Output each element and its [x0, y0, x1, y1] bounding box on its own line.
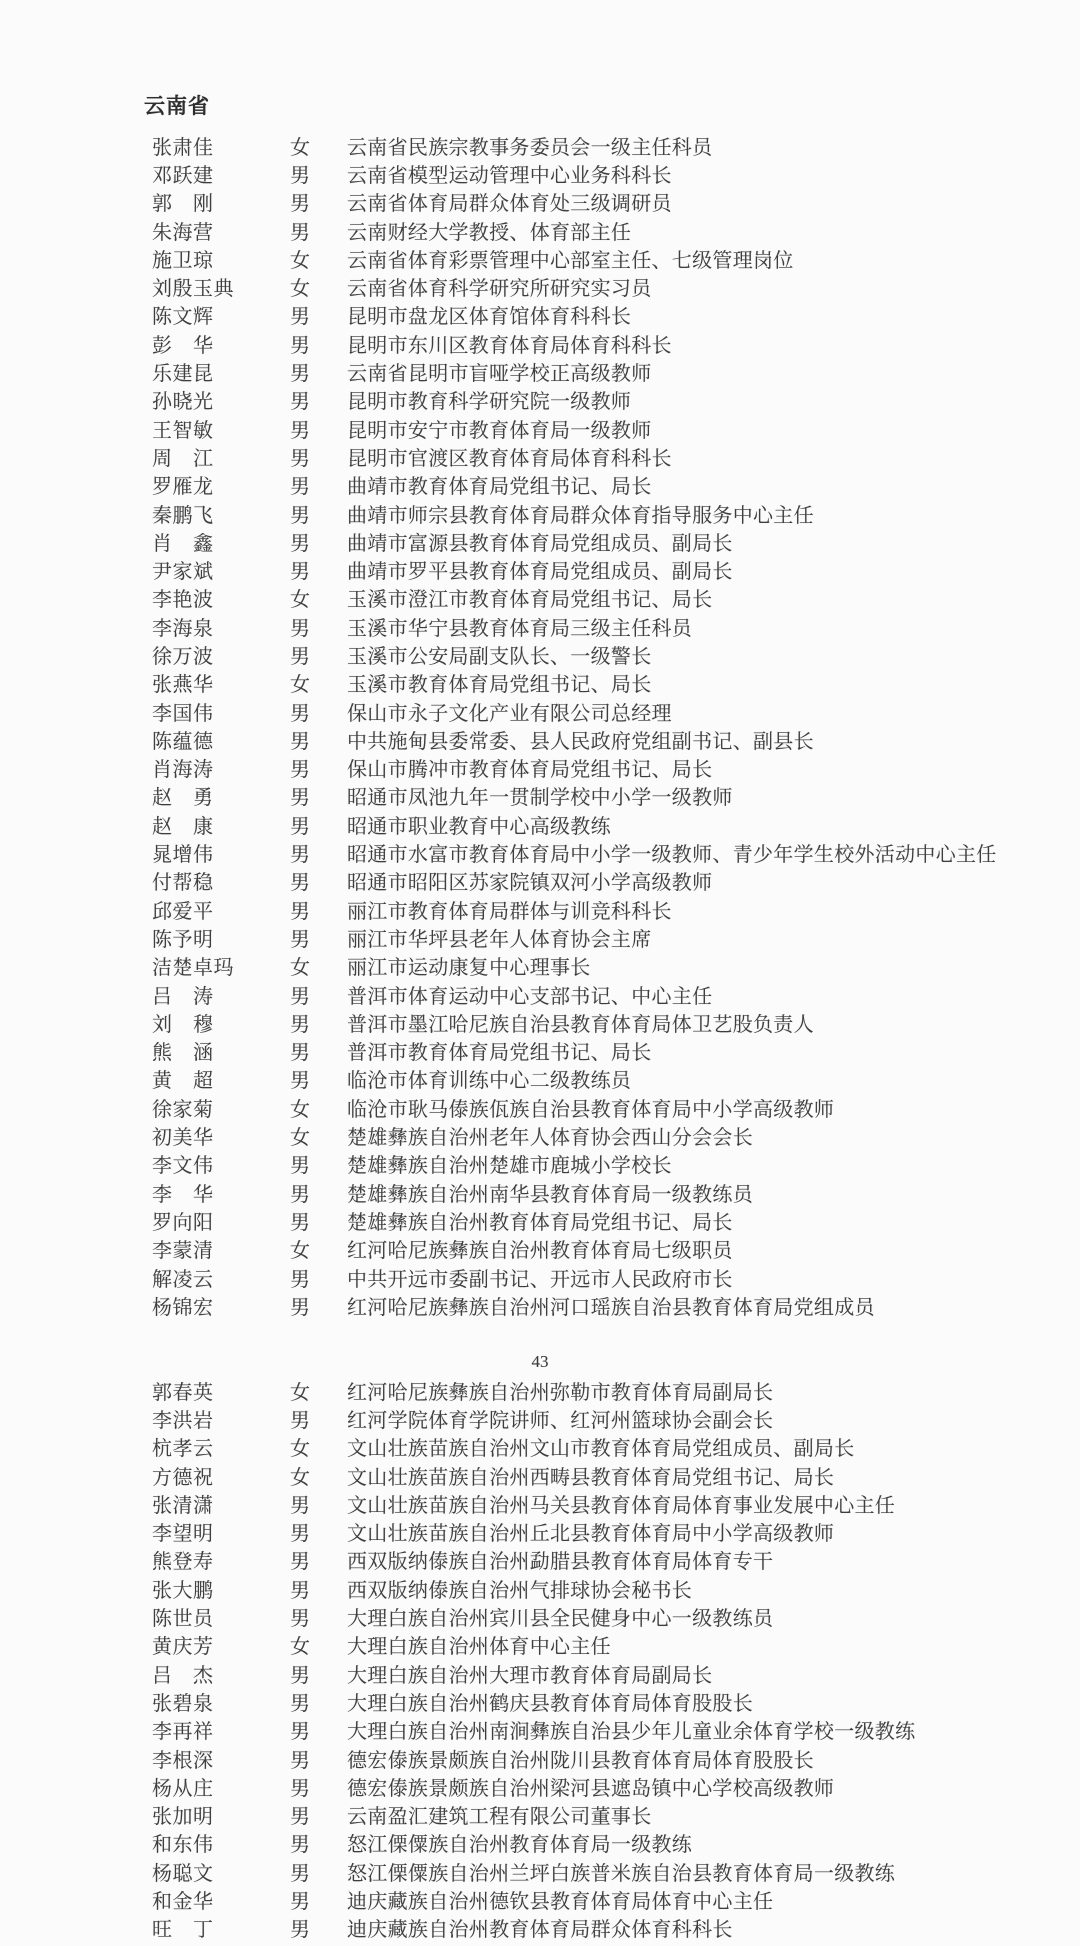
person-name: 秦鹏飞 [152, 504, 214, 527]
person-name: 徐家菊 [152, 1098, 214, 1121]
person-position: 红河学院体育学院讲师、红河州篮球协会副会长 [347, 1409, 774, 1432]
person-gender: 男 [290, 1268, 310, 1291]
person-name: 郭 刚 [152, 193, 214, 216]
person-gender: 女 [290, 1466, 310, 1489]
person-gender: 女 [290, 589, 310, 612]
person-position: 玉溪市教育体育局党组书记、局长 [347, 674, 652, 697]
person-name: 吕 杰 [152, 1664, 214, 1687]
table-row [152, 1291, 1060, 1319]
person-name: 郭春英 [152, 1381, 214, 1404]
person-name: 朱海营 [152, 221, 214, 244]
table-row [152, 1178, 1060, 1206]
person-gender: 男 [290, 787, 310, 810]
person-name: 李望明 [152, 1523, 214, 1546]
person-position: 文山壮族苗族自治州丘北县教育体育局中小学高级教师 [347, 1523, 835, 1546]
person-name: 和东伟 [152, 1834, 214, 1857]
table-row [152, 244, 1060, 272]
person-name: 张大鹏 [152, 1579, 214, 1602]
person-gender: 男 [290, 419, 310, 442]
person-name: 徐万波 [152, 646, 214, 668]
person-position: 迪庆藏族自治州教育体育局群众体育科科长 [347, 1919, 733, 1942]
person-position: 丽江市运动康复中心理事长 [347, 957, 591, 980]
person-gender: 女 [290, 136, 310, 159]
person-name: 张加明 [152, 1806, 214, 1829]
person-position: 云南省模型运动管理中心业务科科长 [347, 164, 672, 187]
person-name: 刘 穆 [152, 1013, 214, 1036]
person-position: 楚雄彝族自治州教育体育局党组书记、局长 [347, 1211, 733, 1234]
person-gender: 男 [290, 617, 310, 640]
person-gender: 男 [290, 1409, 310, 1432]
person-gender: 男 [290, 759, 310, 782]
person-position: 昆明市东川区教育体育局体育科科长 [347, 334, 672, 357]
person-name: 刘殷玉典 [152, 278, 234, 301]
person-gender: 男 [290, 1919, 310, 1942]
person-position: 玉溪市澄江市教育体育局党组书记、局长 [347, 589, 713, 612]
person-position: 丽江市教育体育局群体与训竞科科长 [347, 900, 672, 923]
person-gender: 女 [290, 1240, 310, 1263]
person-position: 红河哈尼族彝族自治州弥勒市教育体育局副局长 [347, 1381, 774, 1404]
person-gender: 女 [290, 278, 310, 301]
person-name: 黄庆芳 [152, 1636, 214, 1659]
person-name: 王智敏 [152, 419, 214, 442]
person-position: 普洱市教育体育局党组书记、局长 [347, 1042, 652, 1065]
person-name: 陈世员 [152, 1608, 214, 1631]
person-position: 昭通市水富市教育体育局中小学一级教师、青少年学生校外活动中心主任 [347, 844, 997, 867]
person-name: 邓跃建 [152, 164, 214, 187]
person-position: 楚雄彝族自治州楚雄市鹿城小学校长 [347, 1155, 672, 1178]
person-gender: 男 [290, 476, 310, 499]
table-row [152, 584, 1060, 612]
person-position: 中共开远市委副书记、开远市人民政府市长 [347, 1268, 733, 1291]
section-title: 云南省 [144, 94, 210, 118]
table-row [152, 1065, 1060, 1093]
person-gender: 女 [290, 674, 310, 697]
table-row [152, 640, 1060, 668]
table-row [152, 1800, 1060, 1828]
person-position: 迪庆藏族自治州德钦县教育体育局体育中心主任 [347, 1891, 774, 1913]
person-gender: 男 [290, 1834, 310, 1857]
person-gender: 男 [290, 815, 310, 838]
person-position: 临沧市体育训练中心二级教练员 [347, 1070, 632, 1093]
person-gender: 男 [290, 221, 310, 244]
table-row [152, 1235, 1060, 1263]
table-row [152, 725, 1060, 753]
person-gender: 男 [290, 334, 310, 357]
person-position: 保山市永子文化产业有限公司总经理 [347, 702, 672, 725]
roster-list-page-1 [152, 131, 1060, 1319]
table-row [152, 1829, 1060, 1857]
person-position: 云南财经大学教授、体育部主任 [347, 221, 632, 244]
table-row [152, 527, 1060, 555]
person-position: 西双版纳傣族自治州勐腊县教育体育局体育专干 [347, 1551, 774, 1574]
person-position: 云南盈汇建筑工程有限公司董事长 [347, 1806, 652, 1829]
table-row [152, 1008, 1060, 1036]
table-row [152, 1687, 1060, 1715]
person-position: 西双版纳傣族自治州气排球协会秘书长 [347, 1579, 693, 1602]
table-row [152, 697, 1060, 725]
person-name: 杨聪文 [152, 1862, 214, 1885]
person-gender: 男 [290, 504, 310, 527]
table-row [152, 131, 1060, 159]
person-gender: 男 [290, 193, 310, 216]
person-name: 孙晓光 [152, 391, 214, 414]
person-name: 旺 丁 [152, 1919, 214, 1942]
person-gender: 男 [290, 1777, 310, 1800]
person-gender: 男 [290, 1579, 310, 1602]
table-row [152, 357, 1060, 385]
person-gender: 男 [290, 1013, 310, 1036]
person-name: 杨锦宏 [152, 1296, 214, 1319]
person-name: 李 华 [152, 1183, 214, 1206]
person-gender: 男 [290, 363, 310, 386]
person-position: 大理白族自治州鹤庆县教育体育局体育股股长 [347, 1692, 753, 1715]
person-position: 楚雄彝族自治州南华县教育体育局一级教练员 [347, 1183, 753, 1206]
person-name: 李洪岩 [152, 1409, 214, 1432]
person-position: 红河哈尼族彝族自治州河口瑶族自治县教育体育局党组成员 [347, 1296, 875, 1319]
person-name: 陈蕴德 [152, 730, 214, 753]
table-row [152, 1914, 1060, 1942]
table-row [152, 1857, 1060, 1885]
person-name: 张燕华 [152, 674, 214, 697]
person-position: 丽江市华坪县老年人体育协会主席 [347, 928, 652, 951]
person-gender: 男 [290, 306, 310, 329]
person-name: 初美华 [152, 1127, 214, 1150]
person-name: 李再祥 [152, 1721, 214, 1744]
person-gender: 男 [290, 900, 310, 923]
table-row [152, 1037, 1060, 1065]
person-gender: 男 [290, 1862, 310, 1885]
person-name: 吕 涛 [152, 985, 214, 1008]
person-position: 临沧市耿马傣族佤族自治县教育体育局中小学高级教师 [347, 1098, 835, 1121]
person-gender: 男 [290, 1749, 310, 1772]
person-position: 昆明市安宁市教育体育局一级教师 [347, 419, 652, 442]
person-name: 周 江 [152, 447, 214, 470]
person-gender: 男 [290, 1551, 310, 1574]
person-name: 赵 康 [152, 815, 214, 838]
person-gender: 男 [290, 872, 310, 895]
table-row [152, 1150, 1060, 1178]
table-row [152, 1574, 1060, 1602]
person-name: 邱爱平 [152, 900, 214, 923]
table-row [152, 1517, 1060, 1545]
table-row [152, 782, 1060, 810]
person-gender: 女 [290, 1098, 310, 1121]
person-name: 杭孝云 [152, 1438, 214, 1461]
person-gender: 男 [290, 844, 310, 867]
table-row [152, 1716, 1060, 1744]
table-row [152, 1206, 1060, 1234]
table-row [152, 838, 1060, 866]
table-row [152, 1093, 1060, 1121]
person-gender: 男 [290, 730, 310, 753]
table-row [152, 1121, 1060, 1149]
person-position: 昭通市凤池九年一贯制学校中小学一级教师 [347, 787, 733, 810]
person-name: 黄 超 [152, 1070, 214, 1093]
table-row [152, 216, 1060, 244]
table-row [152, 980, 1060, 1008]
table-row [152, 1885, 1060, 1913]
page-number: 43 [531, 1352, 549, 1371]
person-position: 大理白族自治州南涧彝族自治县少年儿童业余体育学校一级教练 [347, 1721, 916, 1744]
person-position: 怒江傈僳族自治州教育体育局一级教练 [347, 1834, 693, 1857]
table-row [152, 1602, 1060, 1630]
person-position: 德宏傣族景颇族自治州陇川县教育体育局体育股股长 [347, 1749, 814, 1772]
table-row [152, 1376, 1060, 1404]
person-position: 昆明市盘龙区体育馆体育科科长 [347, 306, 632, 329]
person-position: 保山市腾冲市教育体育局党组书记、局长 [347, 759, 713, 782]
person-gender: 男 [290, 1494, 310, 1517]
person-name: 付帮稳 [152, 872, 214, 895]
person-gender: 男 [290, 702, 310, 725]
person-position: 昭通市职业教育中心高级教练 [347, 815, 611, 838]
person-gender: 女 [290, 1127, 310, 1150]
person-position: 云南省体育科学研究所研究实习员 [347, 278, 652, 301]
table-row [152, 386, 1060, 414]
person-name: 杨从庄 [152, 1777, 214, 1800]
person-name: 施卫琼 [152, 249, 214, 272]
table-row [152, 159, 1060, 187]
person-name: 尹家斌 [152, 561, 214, 584]
person-gender: 男 [290, 928, 310, 951]
person-gender: 男 [290, 1692, 310, 1715]
person-name: 解凌云 [152, 1268, 214, 1291]
table-row [152, 923, 1060, 951]
person-position: 云南省体育彩票管理中心部室主任、七级管理岗位 [347, 249, 794, 272]
table-row [152, 754, 1060, 782]
person-position: 玉溪市华宁县教育体育局三级主任科员 [347, 617, 693, 640]
person-name: 李艳波 [152, 589, 214, 612]
person-position: 中共施甸县委常委、县人民政府党组副书记、副县长 [347, 730, 814, 753]
person-name: 晁增伟 [152, 844, 214, 867]
table-row [152, 895, 1060, 923]
person-gender: 男 [290, 985, 310, 1008]
person-position: 曲靖市富源县教育体育局党组成员、副局长 [347, 532, 733, 555]
table-row [152, 1404, 1060, 1432]
person-position: 昆明市官渡区教育体育局体育科科长 [347, 447, 672, 470]
table-row [152, 810, 1060, 838]
person-name: 方德祝 [152, 1466, 214, 1489]
table-row [152, 272, 1060, 300]
person-gender: 男 [290, 1042, 310, 1065]
person-position: 普洱市体育运动中心支部书记、中心主任 [347, 985, 713, 1008]
person-position: 楚雄彝族自治州老年人体育协会西山分会会长 [347, 1127, 753, 1150]
table-row [152, 867, 1060, 895]
person-name: 张碧泉 [152, 1692, 214, 1715]
person-name: 罗向阳 [152, 1211, 214, 1234]
table-row [152, 1489, 1060, 1517]
person-position: 昆明市教育科学研究院一级教师 [347, 391, 632, 414]
table-row [152, 471, 1060, 499]
table-row [152, 301, 1060, 329]
table-row [152, 1772, 1060, 1800]
person-name: 陈予明 [152, 928, 214, 951]
person-position: 曲靖市罗平县教育体育局党组成员、副局长 [347, 561, 733, 584]
person-gender: 男 [290, 1721, 310, 1744]
table-row [152, 1659, 1060, 1687]
person-gender: 男 [290, 1211, 310, 1234]
person-name: 李根深 [152, 1749, 214, 1772]
person-position: 德宏傣族景颇族自治州梁河县遮岛镇中心学校高级教师 [347, 1777, 835, 1800]
person-name: 赵 勇 [152, 787, 214, 810]
person-name: 张肃佳 [152, 136, 214, 159]
person-name: 乐建昆 [152, 363, 214, 386]
person-name: 李海泉 [152, 617, 214, 640]
table-row [152, 952, 1060, 980]
person-position: 文山壮族苗族自治州文山市教育体育局党组成员、副局长 [347, 1438, 855, 1461]
person-position: 云南省昆明市盲哑学校正高级教师 [347, 363, 652, 386]
person-name: 陈文辉 [152, 306, 214, 329]
table-row [152, 414, 1060, 442]
person-name: 肖 鑫 [152, 532, 214, 555]
table-row [152, 1744, 1060, 1772]
person-name: 张清潇 [152, 1494, 214, 1517]
table-row [152, 555, 1060, 583]
person-gender: 女 [290, 1438, 310, 1461]
person-name: 李蒙清 [152, 1240, 214, 1263]
person-gender: 男 [290, 561, 310, 584]
table-row [152, 669, 1060, 697]
person-gender: 男 [290, 1296, 310, 1319]
person-gender: 男 [290, 1070, 310, 1093]
person-gender: 女 [290, 957, 310, 980]
person-gender: 男 [290, 391, 310, 414]
person-gender: 男 [290, 1523, 310, 1546]
person-gender: 男 [290, 447, 310, 470]
table-row [152, 329, 1060, 357]
table-row [152, 1461, 1060, 1489]
person-position: 大理白族自治州体育中心主任 [347, 1636, 611, 1659]
table-row [152, 1631, 1060, 1659]
person-name: 和金华 [152, 1891, 214, 1913]
person-gender: 女 [290, 1381, 310, 1404]
person-position: 玉溪市公安局副支队长、一级警长 [347, 646, 652, 668]
person-position: 普洱市墨江哈尼族自治县教育体育局体卫艺股负责人 [347, 1013, 814, 1036]
person-name: 李国伟 [152, 702, 214, 725]
person-gender: 男 [290, 1155, 310, 1178]
table-row [152, 1263, 1060, 1291]
table-row [152, 1546, 1060, 1574]
person-position: 文山壮族苗族自治州马关县教育体育局体育事业发展中心主任 [347, 1494, 896, 1517]
person-position: 文山壮族苗族自治州西畴县教育体育局党组书记、局长 [347, 1466, 835, 1489]
person-gender: 女 [290, 1636, 310, 1659]
table-row [152, 499, 1060, 527]
person-name: 李文伟 [152, 1155, 214, 1178]
person-name: 彭 华 [152, 334, 214, 357]
person-name: 洁楚卓玛 [152, 957, 234, 980]
person-position: 怒江傈僳族自治州兰坪白族普米族自治县教育体育局一级教练 [347, 1862, 896, 1885]
person-gender: 男 [290, 1664, 310, 1687]
person-gender: 男 [290, 164, 310, 187]
table-row [152, 612, 1060, 640]
table-row [152, 188, 1060, 216]
person-gender: 男 [290, 532, 310, 555]
person-name: 罗雁龙 [152, 476, 214, 499]
table-row [152, 442, 1060, 470]
person-gender: 男 [290, 1891, 310, 1913]
person-name: 肖海涛 [152, 759, 214, 782]
person-gender: 男 [290, 646, 310, 668]
person-position: 云南省体育局群众体育处三级调研员 [347, 193, 672, 216]
person-position: 曲靖市师宗县教育体育局群众体育指导服务中心主任 [347, 504, 814, 527]
person-position: 红河哈尼族彝族自治州教育体育局七级职员 [347, 1240, 733, 1263]
person-position: 云南省民族宗教事务委员会一级主任科员 [347, 136, 713, 159]
person-position: 大理白族自治州宾川县全民健身中心一级教练员 [347, 1608, 774, 1631]
person-gender: 男 [290, 1183, 310, 1206]
person-position: 昭通市昭阳区苏家院镇双河小学高级教师 [347, 872, 713, 895]
person-gender: 女 [290, 249, 310, 272]
table-row [152, 1433, 1060, 1461]
roster-list-page-2 [152, 1376, 1060, 1942]
person-name: 熊登寿 [152, 1551, 214, 1574]
person-name: 熊 涵 [152, 1042, 214, 1065]
person-gender: 男 [290, 1806, 310, 1829]
person-position: 大理白族自治州大理市教育体育局副局长 [347, 1664, 713, 1687]
person-position: 曲靖市教育体育局党组书记、局长 [347, 476, 652, 499]
person-gender: 男 [290, 1608, 310, 1631]
